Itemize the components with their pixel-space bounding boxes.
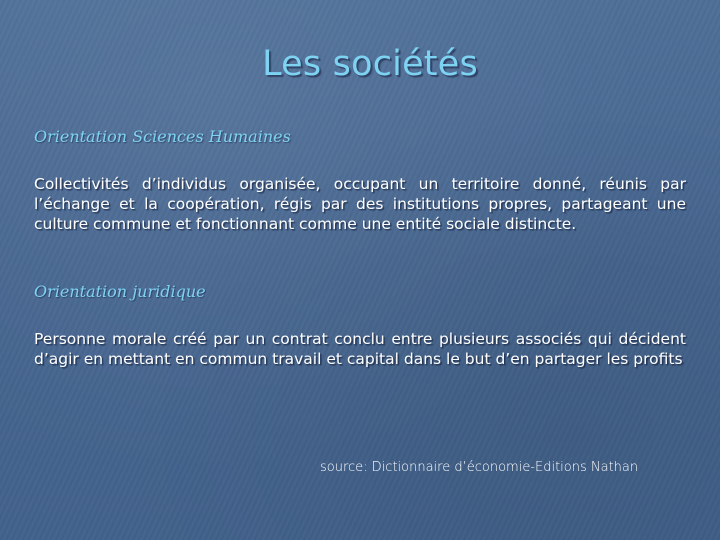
section-heading-sciences-humaines: Orientation Sciences Humaines [34, 127, 291, 146]
section-text-juridique: Personne morale créé par un contrat conclu entre plusieurs associés qui décident d’agir en mettant en commun travail et capital dans le but d’en partager les profits [34, 330, 686, 368]
section-heading-juridique: Orientation juridique [34, 282, 206, 301]
source-citation: source: Dictionnaire d’économie-Editions Nathan [320, 460, 639, 475]
slide-title: Les sociétés [262, 44, 478, 84]
section-text-sciences-humaines: Collectivités d’individus organisée, occupant un territoire donné, réunis par l’échange et la coopération, régis par des institutions propres, partageant une culture commune et fonctionnant comme une entité sociale distincte. [34, 175, 686, 233]
